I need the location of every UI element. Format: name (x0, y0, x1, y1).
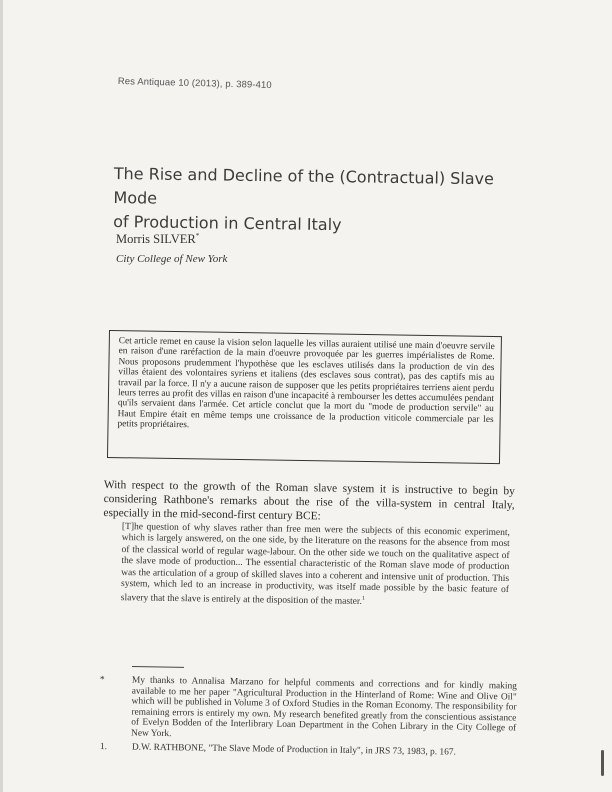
author-affiliation: City College of New York (116, 253, 228, 265)
footnote-mark: * (99, 675, 105, 686)
author (116, 232, 199, 247)
footnote-mark: 1. (99, 742, 108, 753)
title-line-2: of Production in Central Italy (113, 211, 342, 235)
block-quote (121, 522, 510, 611)
scan-artifact (601, 750, 604, 776)
quote-footnote-ref: 1 (361, 596, 366, 603)
author-name: Morris SILVER (116, 232, 196, 247)
abstract-box (107, 330, 502, 464)
footnote-text: My thanks to Annalisa Marzano for helpful comments and corrections and for kindly making available to me her paper "Agricultural Production in the Hinterland of Rome: Wine and Olive Oil" which will be published in Volume 3 of Oxford Studies in the Roman Economy. The responsibility for remaining errors is entirely my own. My research benefited greatly from the conscientious assistance of Evelyn Bodden of the Interlibrary Loan Department in the Cohen Library in the City College of New York. (131, 675, 517, 740)
author-footnote-mark: * (195, 232, 200, 240)
title-line-1: The Rise and Decline of the (Contractual) Slave Mode (113, 163, 495, 208)
block-quote-text: [T]he question of why slaves rather than free men were the subjects of this economic experiment, which is largely answered, on the one side, by the literature on the reasons for the absence from most of the classical world of regular wage-labour. On the other side we touch on the qualitative aspect of the slave mode of production... The essential characteristic of the Roman slave mode of production was the articulation of a group of skilled slaves into a coherent and intensive unit of production. This system, which led to an increase in productivity, was itself made possible by the basic feature of slavery that the slave is entirely at the disposition of the master. (120, 522, 510, 608)
footnote-rule (132, 666, 184, 668)
footnote-text: D.W. RATHBONE, "The Slave Mode of Production in Italy", in JRS 73, 1983, p. 167. (131, 742, 456, 758)
body-paragraph: With respect to the growth of the Roman slave system it is instructive to begin by considering Rathbone's remarks about the rise of the villa-system in central Italy, especially in the mid-second-first century BCE: (103, 478, 515, 523)
scan-edge (0, 0, 3, 792)
article-title (113, 162, 534, 240)
abstract-text: Cet article remet en cause la vision selon laquelle les villas auraient utilisé une main d'oeuvre servile en raison d'une raréfaction de la main d'oeuvre provoquée par les guerres impérialistes de Rome. Nous proposons prudemment l'hypothèse que les esclaves utilisés dans la production de vin des villas étaient des volontaires syriens et italiens (des esclaves sous contrat), pas des captifs mis au travail par la force. Il n'y a aucune raison de supposer que les petits propriétaires terriens aient perdu leurs terres au profit des villas en raison d'une incapacité à rembourser les dettes accumulées pendant qu'ils servaient dans l'armée. Cet article conclut que la mort du "mode de production servile" au Haut Empire était en même temps une croissance de la production viticole commerciale par les petits propriétaires. (117, 336, 495, 431)
footnote-acknowledgement (99, 675, 520, 740)
journal-reference: Res Antiquae 10 (2013), p. 389-410 (117, 76, 272, 92)
